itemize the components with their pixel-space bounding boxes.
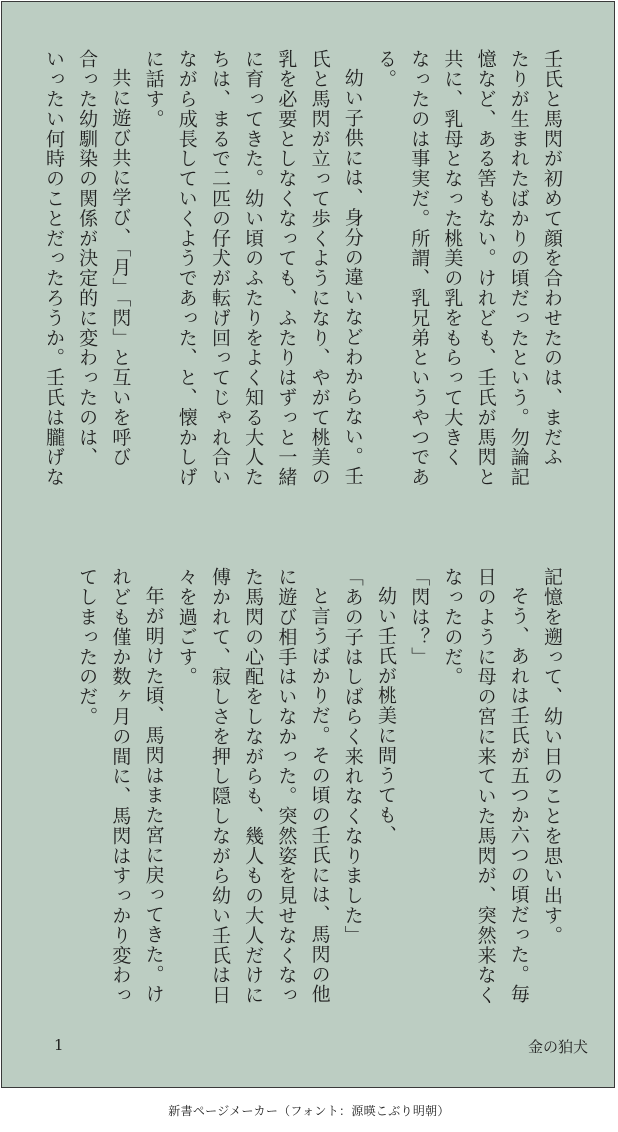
text-line: 乳を必要としなくなっても、ふたりはずっと一緒: [275, 49, 298, 487]
text-line: ちは、まるで二匹の仔犬が転げ回ってじゃれ合い: [208, 49, 231, 487]
text-line: 「あの子はしばらく来れなくなりました」: [341, 567, 364, 946]
book-title: 金の狛犬: [527, 1038, 588, 1056]
text-line: に遊び相手はいなかった。突然姿を見せなくなっ: [275, 567, 298, 1005]
generator-credit: 新書ページメーカー（フォント：源暎こぶり明朝）: [168, 1104, 450, 1118]
text-line: 憶など、ある筈もない。けれども、壬氏が馬閃と: [474, 49, 497, 487]
book-page: [1, 1, 615, 1088]
lower-text-block: [43, 567, 568, 1022]
text-line: 幼い壬氏が桃美に問うても、: [374, 586, 397, 845]
text-line: 共に、乳母となった桃美の乳をもらって大きく: [441, 49, 464, 467]
text-line: る。: [374, 49, 397, 89]
text-line: 傅かれて、寂しさを押し隠しながら幼い壬氏は日: [208, 567, 231, 1005]
text-line: 々を過ごす。: [175, 567, 198, 687]
text-line: 氏と馬閃が立って歩くようになり、やがて桃美の: [308, 49, 331, 487]
text-line: 共に遊び共に学び、「月」「閃」と互いを呼び: [109, 68, 132, 467]
text-line: なったのは事実だ。所謂、乳兄弟というやつであ: [408, 49, 431, 487]
text-line: いったい何時のことだったろうか。壬氏は朧げな: [42, 49, 65, 487]
text-line: なったのだ。: [441, 567, 464, 687]
text-line: てしまったのだ。: [76, 567, 99, 727]
text-line: 合った幼馴染の関係が決定的に変わったのは、: [76, 49, 99, 467]
text-line: 幼い子供には、身分の違いなどわからない。壬: [341, 68, 364, 486]
page-number: 1: [54, 1036, 64, 1054]
text-line: 年が明けた頃、馬閃はまた宮に戻ってきた。け: [142, 586, 165, 1004]
text-line: 日のように母の宮に来ていた馬閃が、突然来なく: [474, 567, 497, 1005]
text-line: れども僅か数ヶ月の間に、馬閃はすっかり変わっ: [109, 567, 132, 1005]
text-line: と言うばかりだ。その頃の壬氏には、馬閃の他: [308, 586, 331, 1004]
upper-text-block: [43, 49, 568, 504]
text-line: そう、あれは壬氏が五つか六つの頃だった。毎: [507, 586, 530, 1004]
text-line: に育ってきた。幼い頃のふたりをよく知る大人た: [242, 49, 265, 487]
text-line: 記憶を遡って、幼い日のことを思い出す。: [541, 567, 563, 946]
text-line: 「閃は？」: [408, 567, 431, 667]
text-line: ながら成長していくようであった、と、懐かしげ: [175, 49, 198, 487]
text-line: 壬氏と馬閃が初めて顔を合わせたのは、まだふ: [541, 49, 563, 467]
text-line: たりが生まれたばかりの頃だったという。勿論記: [507, 49, 530, 487]
text-line: た馬閃の心配をしながらも、幾人もの大人だけに: [242, 567, 265, 1005]
text-line: に話す。: [142, 49, 165, 129]
